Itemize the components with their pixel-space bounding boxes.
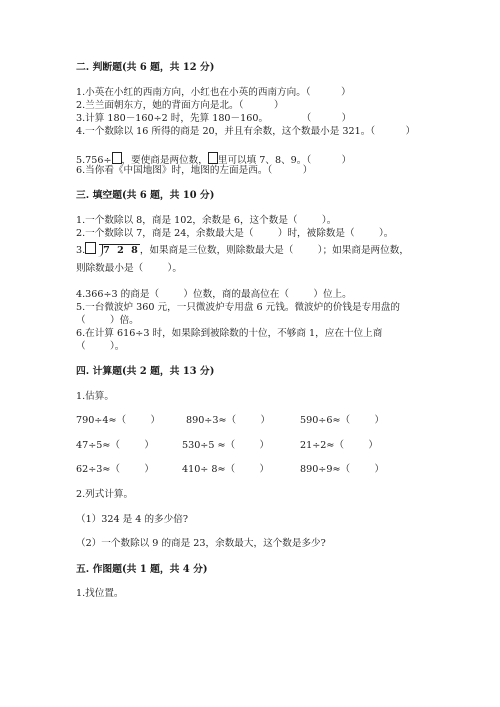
section-5-title: 五. 作图题(共 1 题，共 4 分) — [76, 564, 208, 575]
sec2-question-6: 6.当你看《中国地图》时，地图的左面是西。（ ） — [76, 165, 313, 176]
divisor-box-icon — [85, 242, 96, 254]
sec2-question-3: 3.计算 180－160÷2 时，先算 180－160。 （ ） — [76, 113, 352, 124]
sec2-question-1: 1.小英在小红的西南方向，小红也在小英的西南方向。（ ） — [76, 87, 351, 98]
estimate-item: 62÷3≈（ ） — [76, 464, 154, 475]
sec3-question-1: 1.一个数除以 8，商是 102，余数是 6，这个数是（ ）。 — [76, 215, 337, 226]
estimate-item: 410÷ 8≈（ ） — [182, 464, 270, 475]
sec4-sub-1: 1.估算。 — [76, 391, 114, 402]
sec2-question-4: 4.一个数除以 16 所得的商是 20，并且有余数，这个数最小是 321。（ ） — [76, 126, 416, 137]
blank-box-icon — [112, 152, 122, 164]
q5-text-a: 5.756÷ — [76, 155, 112, 166]
sec4-problem-2: （2）一个数除以 9 的商是 23，余数最大，这个数是多少? — [76, 538, 326, 549]
sec3-question-6-line2: （ ）。 — [76, 341, 125, 352]
sec3-question-5: 5.一台微波炉 360 元，一只微波炉专用盘 6 元钱。微波炉的价钱是专用盘的 — [76, 302, 400, 313]
estimate-item: 530÷5 ≈（ ） — [182, 440, 270, 451]
q3-text: ，如果商是三位数，则除数最大是（ ）；如果商是两位数， — [139, 245, 409, 256]
section-2-title: 二. 判断题(共 6 题，共 12 分) — [76, 62, 215, 73]
sec3-question-2: 2.一个数除以 7，商是 24，余数最大是（ ）时，被除数是（ ）。 — [76, 228, 394, 239]
blank-box-icon — [208, 152, 218, 164]
estimate-item: 890÷9≈（ ） — [300, 464, 385, 475]
sec4-sub-2: 2.列式计算。 — [76, 489, 134, 500]
estimate-item: 890÷3≈（ ） — [186, 415, 271, 426]
q5-text-c: 里可以填 7、8、9。（ ） — [217, 155, 352, 166]
sec3-question-6: 6.在计算 616÷3 时，如果除到被除数的十位，不够商 1，应在十位上商 — [76, 328, 383, 339]
estimate-item: 47÷5≈（ ） — [76, 440, 154, 451]
sec3-question-3-line2: 则除数最小是（ ）。 — [76, 263, 182, 274]
sec4-problem-1: （1）324 是 4 的多少倍? — [76, 514, 188, 525]
section-3-title: 三. 填空题(共 6 题，共 10 分) — [76, 190, 215, 201]
sec3-question-5-line2: （ ）倍。 — [76, 315, 139, 326]
sec5-sub-1: 1.找位置。 — [76, 588, 124, 599]
section-4-title: 四. 计算题(共 2 题，共 13 分) — [76, 366, 215, 377]
estimate-item: 590÷6≈（ ） — [300, 415, 385, 426]
sec2-question-2: 2.兰兰面朝东方，她的背面方向是北。（ ） — [76, 100, 284, 111]
long-division-dividend: 7 2 8 — [99, 244, 140, 257]
sec3-question-3 — [76, 242, 409, 257]
q3-prefix: 3. — [76, 245, 86, 256]
estimate-item: 21÷2≈（ ） — [300, 440, 378, 451]
q5-text-b: ，要使商是两位数， — [121, 155, 208, 166]
sec3-question-4: 4.366÷3 的商是（ ）位数，商的最高位在（ ）位上。 — [76, 289, 352, 300]
estimate-item: 790÷4≈（ ） — [76, 415, 161, 426]
